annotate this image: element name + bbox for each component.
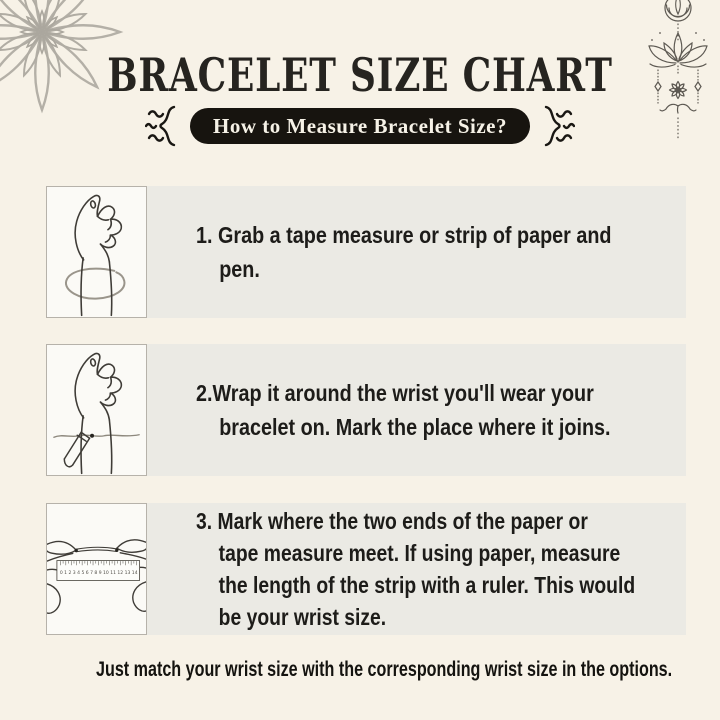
step-2-illustration (46, 344, 147, 476)
curly-flourish-left-icon (145, 104, 179, 148)
hands-ruler-icon (47, 504, 146, 634)
fist-hand-tape-icon (47, 187, 146, 317)
ruler-numbers: 0 1 2 3 4 5 6 7 8 9 10 11 12 13 14 (59, 570, 133, 576)
footer-note (0, 653, 720, 688)
step-text-line: pen. (219, 256, 260, 282)
step-text-line: bracelet on. Mark the place where it joins. (219, 414, 611, 440)
step-3-card (46, 503, 686, 635)
fist-hand-marker-icon (47, 345, 146, 475)
step-2-card (46, 344, 686, 476)
step-2-text (196, 344, 611, 476)
step-text-line: tape measure meet. If using paper, measure (218, 540, 621, 566)
step-text-line: 3. Mark where the two ends of the paper or (196, 508, 588, 534)
step-text-line: be your wrist size. (218, 604, 387, 630)
curly-flourish-right-icon (541, 104, 575, 148)
step-3-illustration (46, 503, 147, 635)
step-1-card (46, 186, 686, 318)
footer-note-text: Just match your wrist size with the corresponding wrist size in the options. (96, 657, 673, 681)
step-3-text (196, 503, 635, 635)
step-text-line: 1. Grab a tape measure or strip of paper and (196, 222, 612, 248)
step-1-illustration (46, 186, 147, 318)
step-1-text (196, 186, 612, 318)
page-title: BRACELET SIZE CHART (107, 48, 613, 102)
step-text-line: 2.Wrap it around the wrist you'll wear your (196, 380, 594, 406)
how-to-measure-badge: How to Measure Bracelet Size? (190, 108, 530, 144)
step-text-line: the length of the strip with a ruler. This would (218, 572, 636, 598)
badge-row (0, 104, 720, 148)
